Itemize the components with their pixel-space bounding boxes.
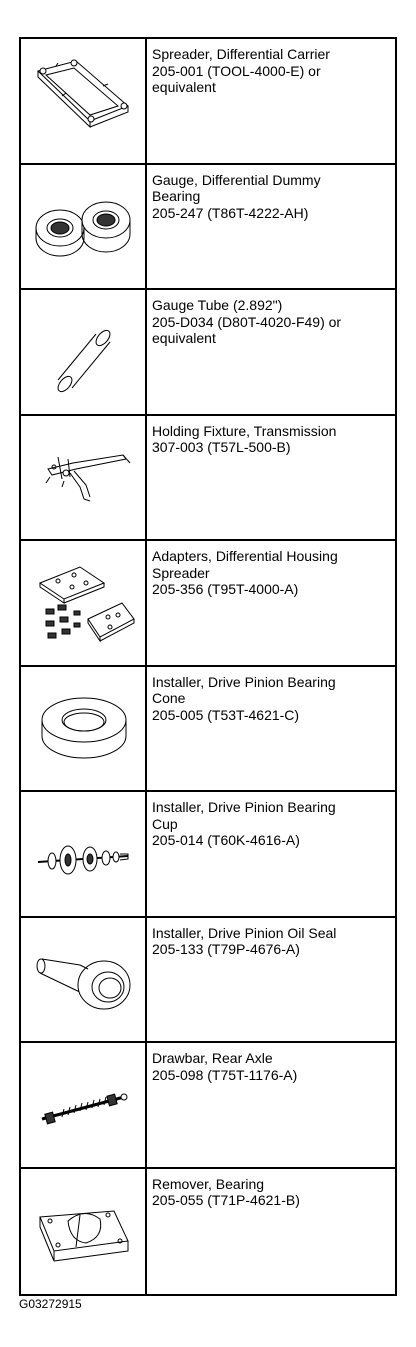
tool-name: Holding Fixture, Transmission	[152, 422, 337, 439]
figure-id: G03272915	[19, 1297, 82, 1311]
tool-row	[21, 1043, 395, 1169]
tool-number: 205-356 (T95T-4000-A)	[152, 581, 299, 597]
oil-seal-installer-icon	[28, 929, 138, 1029]
tool-row	[21, 39, 395, 165]
tool-description	[147, 416, 395, 540]
tool-name: Drawbar, Rear Axle	[152, 1050, 273, 1066]
tool-illustration-cell	[21, 416, 147, 540]
housing-spreader-adapters-icon	[28, 553, 138, 653]
tool-name: Gauge, Differential Dummy	[152, 171, 321, 188]
tool-number: 205-001 (TOOL-4000-E) or	[152, 62, 321, 79]
tool-illustration-cell	[21, 1043, 147, 1167]
bearing-cone-installer-icon	[28, 678, 138, 778]
tool-description	[147, 1169, 395, 1294]
tool-name: Remover, Bearing	[152, 1175, 265, 1192]
tool-illustration-cell	[21, 290, 147, 414]
tool-illustration-cell	[21, 667, 147, 791]
tool-name-cont: Spreader	[152, 564, 210, 581]
special-tools-table	[19, 37, 397, 1296]
tool-illustration-cell	[21, 39, 147, 163]
tool-row	[21, 667, 395, 793]
rear-axle-drawbar-icon	[28, 1055, 138, 1155]
bearing-cup-installer-icon	[28, 804, 138, 904]
tool-illustration-cell	[21, 541, 147, 665]
tool-name-cont: Cup	[152, 815, 178, 832]
tool-row	[21, 416, 395, 542]
tool-description	[147, 39, 395, 163]
tool-number: 205-133 (T79P-4676-A)	[152, 941, 300, 957]
tool-row	[21, 290, 395, 416]
tool-illustration-cell	[21, 165, 147, 289]
tool-description	[147, 792, 395, 916]
tool-number: 205-005 (T53T-4621-C)	[152, 706, 300, 723]
tool-name-cont: Cone	[152, 690, 186, 706]
tool-number: 205-098 (T75T-1176-A)	[152, 1066, 298, 1083]
tool-row	[21, 541, 395, 667]
tool-description	[147, 918, 395, 1042]
tool-note: equivalent	[152, 79, 216, 95]
tool-number: 205-247 (T86T-4222-AH)	[152, 204, 309, 221]
transmission-holding-fixture-icon	[28, 427, 138, 527]
tool-row	[21, 792, 395, 918]
tool-illustration-cell	[21, 1169, 147, 1294]
tool-name: Installer, Drive Pinion Oil Seal	[152, 924, 337, 941]
dummy-bearing-gauge-icon	[28, 176, 138, 276]
tool-description	[147, 290, 395, 414]
gauge-tube-icon	[28, 302, 138, 402]
tool-name: Installer, Drive Pinion Bearing	[152, 799, 336, 815]
tool-illustration-cell	[21, 792, 147, 916]
tool-number: 205-D034 (D80T-4020-F49) or	[152, 313, 342, 330]
tool-name-cont: Bearing	[152, 188, 201, 204]
tool-illustration-cell	[21, 918, 147, 1042]
tool-description	[147, 541, 395, 665]
tool-row	[21, 918, 395, 1044]
tool-description	[147, 667, 395, 791]
bearing-remover-icon	[28, 1181, 138, 1281]
differential-carrier-spreader-icon	[28, 51, 138, 151]
tool-number: 205-014 (T60K-4616-A)	[152, 832, 300, 848]
tool-name: Spreader, Differential Carrier	[152, 46, 330, 62]
tool-name: Adapters, Differential Housing	[152, 548, 338, 564]
tool-description	[147, 1043, 395, 1167]
tool-row	[21, 1169, 395, 1294]
tool-row	[21, 165, 395, 291]
tool-name: Gauge Tube (2.892")	[152, 297, 283, 313]
tool-description	[147, 165, 395, 289]
tool-number: 307-003 (T57L-500-B)	[152, 439, 291, 455]
tool-name: Installer, Drive Pinion Bearing	[152, 673, 336, 690]
tool-number: 205-055 (T71P-4621-B)	[152, 1192, 300, 1208]
tool-note: equivalent	[152, 330, 216, 346]
